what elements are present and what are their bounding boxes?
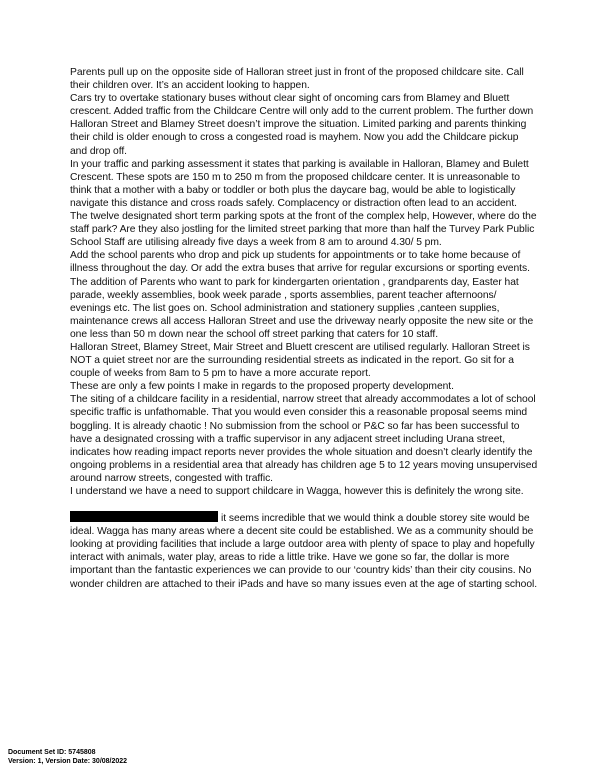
paragraph-5: Add the school parents who drop and pick up students for appointments or to take home because of illness throughout the day. Or add the extra buses that arrive for regular excursions or sporting events. The addition of Parents who want to park for kindergarten orientation , grandparents day, Easter hat parade, weekly assemblies, book week parade , sports assemblies, parent teacher afternoons/ evenings etc. The list goes on. School administration and stationery supplies ,canteen supplies, maintenance crews all access Halloran Street and use the driveway nearly opposite the new site or the one less than 50 m down near the school off street parking that caters for 10 staff. [70,250,534,340]
paragraph-1: Parents pull up on the opposite side of Halloran street just in front of the proposed childcare site. Call their children over. It’s an accident looking to happen. [70,67,524,92]
paragraph-9: I understand we have a need to support childcare in Wagga, however this is definitely the wrong site. [70,486,524,497]
paragraph-7: These are only a few points I make in regards to the proposed property development. [70,381,454,393]
document-footer [8,748,127,766]
paragraph-2: Cars try to overtake stationary buses without clear sight of oncoming cars from Blamey and Bluett crescent. Added traffic from the Childcare Centre will only add to the current problem. The further down Halloran Street and Blamey Street doesn’t improve the situation. Limited parking and parents thinking their child is older enough to cross a congested road is mayhem. Now you add the Childcare pickup and drop off. [70,93,534,157]
version-date: Version: 1, Version Date: 30/08/2022 [8,758,128,765]
paragraph-6: Halloran Street, Blamey Street, Mair Street and Bluett crescent are utilised regularly. Halloran Street is NOT a quiet street nor are the surrounding residential streets as indicated in the report. Go sit for a couple of weeks from 8am to 5 pm to have a more accurate report. [70,341,530,380]
paragraph-redacted [70,511,538,591]
paragraph-3: In your traffic and parking assessment it states that parking is available in Halloran, Blamey and Bulett Crescent. These spots are 150 m to 250 m from the proposed childcare center. It is unreasonable to think that a mother with a baby or toddler or both plus the daycare bag, would be able to logistically navigate this distance and cross roads safely. Complacency or distraction often lead to an accident. [70,158,529,209]
redacted-paragraph-text: it seems incredible that we would think a double storey site would be ideal. Wagga has many areas where a decent site could be established. We as a community should be looking at providing facilities that include a large outdoor area with plenty of space to play and hopefully interact with animals, water play, areas to ride a little trike. Have we gone so far, the dollar is more important than the fantastic experiences we can provide to our ‘country kids’ than their city cousins. No wonder children are attached to their iPads and have so many issues even at the age of starting school. [70,513,538,590]
paragraph-8: The siting of a childcare facility in a residential, narrow street that already accommodates a lot of school specific traffic is unfathomable. That you would even consider this a reasonable proposal seems mind boggling. It is already chaotic ! No submission from the school or P&C so far has been successful to have a designated crossing with a traffic supervisor in any adjacent street including Urana street, indicates how reading impact reports never provides the whole situation and doesn’t clearly identify the ongoing problems in a residential area that already has children age 5 to 12 years moving unsupervised around narrow streets, congested with traffic. [70,394,538,484]
document-body [70,66,538,591]
document-set-id: Document Set ID: 5745808 [8,749,96,756]
paragraph-4: The twelve designated short term parking spots at the front of the complex help, However, where do the staff park? Are they also jostling for the limited street parking that more than half the Turvey Park Public School Staff are utilising already five days a week from 8 am to around 4.30/ 5 pm. [70,211,537,249]
redaction-block [70,511,218,522]
